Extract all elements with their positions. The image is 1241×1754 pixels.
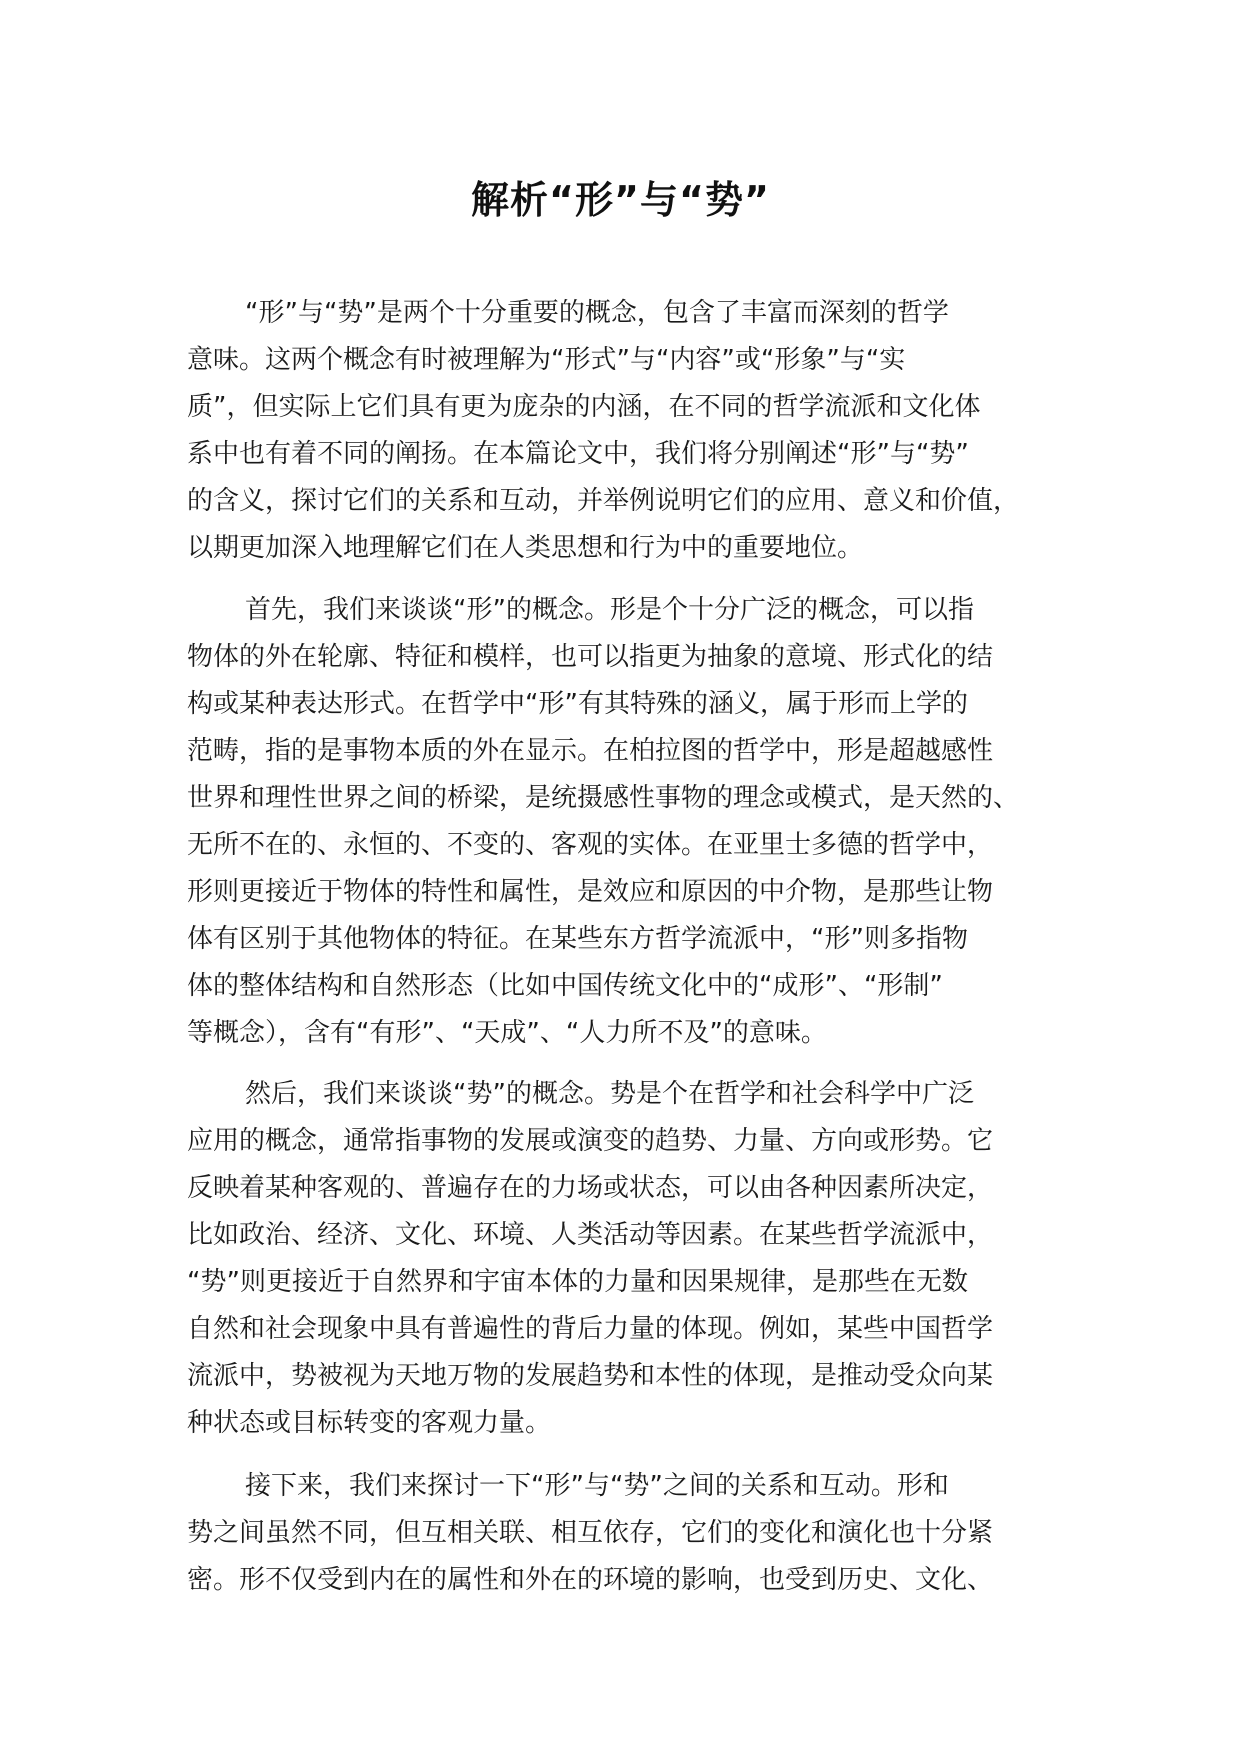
paragraph-line: “形”与“势”是两个十分重要的概念，包含了丰富而深刻的哲学 <box>245 298 949 328</box>
paragraph-line: 以期更加深入地理解它们在人类思想和行为中的重要地位。 <box>187 533 864 563</box>
paragraph-line: 首先，我们来谈谈“形”的概念。形是个十分广泛的概念，可以指 <box>245 595 974 625</box>
paragraph-line: 的含义，探讨它们的关系和互动，并举例说明它们的应用、意义和价值， <box>187 486 1020 516</box>
paragraph-line: 体的整体结构和自然形态（比如中国传统文化中的“成形”、“形制” <box>187 971 943 1001</box>
paragraph-line: 势之间虽然不同，但互相关联、相互依存，它们的变化和演化也十分紧 <box>187 1518 994 1548</box>
paragraph-line: 等概念），含有“有形”、“天成”、“人力所不及”的意味。 <box>187 1018 827 1048</box>
paragraph-line: 物体的外在轮廓、特征和模样，也可以指更为抽象的意境、形式化的结 <box>187 642 994 672</box>
paragraph-line: 自然和社会现象中具有普遍性的背后力量的体现。例如，某些中国哲学 <box>187 1314 994 1344</box>
paragraph-line: 密。形不仅受到内在的属性和外在的环境的影响，也受到历史、文化、 <box>187 1565 994 1595</box>
paragraph-line: 质”，但实际上它们具有更为庞杂的内涵，在不同的哲学流派和文化体 <box>187 392 981 422</box>
paragraph-line: 范畴，指的是事物本质的外在显示。在柏拉图的哲学中，形是超越感性 <box>187 736 994 766</box>
paragraph-line: 构或某种表达形式。在哲学中“形”有其特殊的涵义，属于形而上学的 <box>187 689 968 719</box>
paragraph-line: 意味。这两个概念有时被理解为“形式”与“内容”或“形象”与“实 <box>187 345 906 375</box>
paragraph-1 <box>187 290 1087 572</box>
paragraph-4 <box>187 1463 1087 1604</box>
paragraph-line: 接下来，我们来探讨一下“形”与“势”之间的关系和互动。形和 <box>245 1471 949 1501</box>
paragraph-line: 形则更接近于物体的特性和属性，是效应和原因的中介物，是那些让物 <box>187 877 994 907</box>
paragraph-line: 体有区别于其他物体的特征。在某些东方哲学流派中，“形”则多指物 <box>187 924 968 954</box>
paragraph-line: 应用的概念，通常指事物的发展或演变的趋势、力量、方向或形势。它 <box>187 1126 994 1156</box>
document-title: 解析“形”与“势” <box>471 178 770 222</box>
paragraph-line: 然后，我们来谈谈“势”的概念。势是个在哲学和社会科学中广泛 <box>245 1079 974 1109</box>
paragraph-line: 系中也有着不同的阐扬。在本篇论文中，我们将分别阐述“形”与“势” <box>187 439 969 469</box>
paragraph-line: 世界和理性世界之间的桥梁，是统摄感性事物的理念或模式，是天然的、 <box>187 783 1020 813</box>
paragraph-line: 种状态或目标转变的客观力量。 <box>187 1408 552 1438</box>
paragraph-line: “势”则更接近于自然界和宇宙本体的力量和因果规律，是那些在无数 <box>187 1267 968 1297</box>
paragraph-line: 比如政治、经济、文化、环境、人类活动等因素。在某些哲学流派中， <box>187 1220 994 1250</box>
paragraph-2 <box>187 587 1087 1057</box>
paragraph-line: 无所不在的、永恒的、不变的、客观的实体。在亚里士多德的哲学中， <box>187 830 994 860</box>
paragraph-line: 流派中，势被视为天地万物的发展趋势和本性的体现，是推动受众向某 <box>187 1361 994 1391</box>
paragraph-3 <box>187 1071 1087 1447</box>
paragraph-line: 反映着某种客观的、普遍存在的力场或状态，可以由各种因素所决定， <box>187 1173 994 1203</box>
